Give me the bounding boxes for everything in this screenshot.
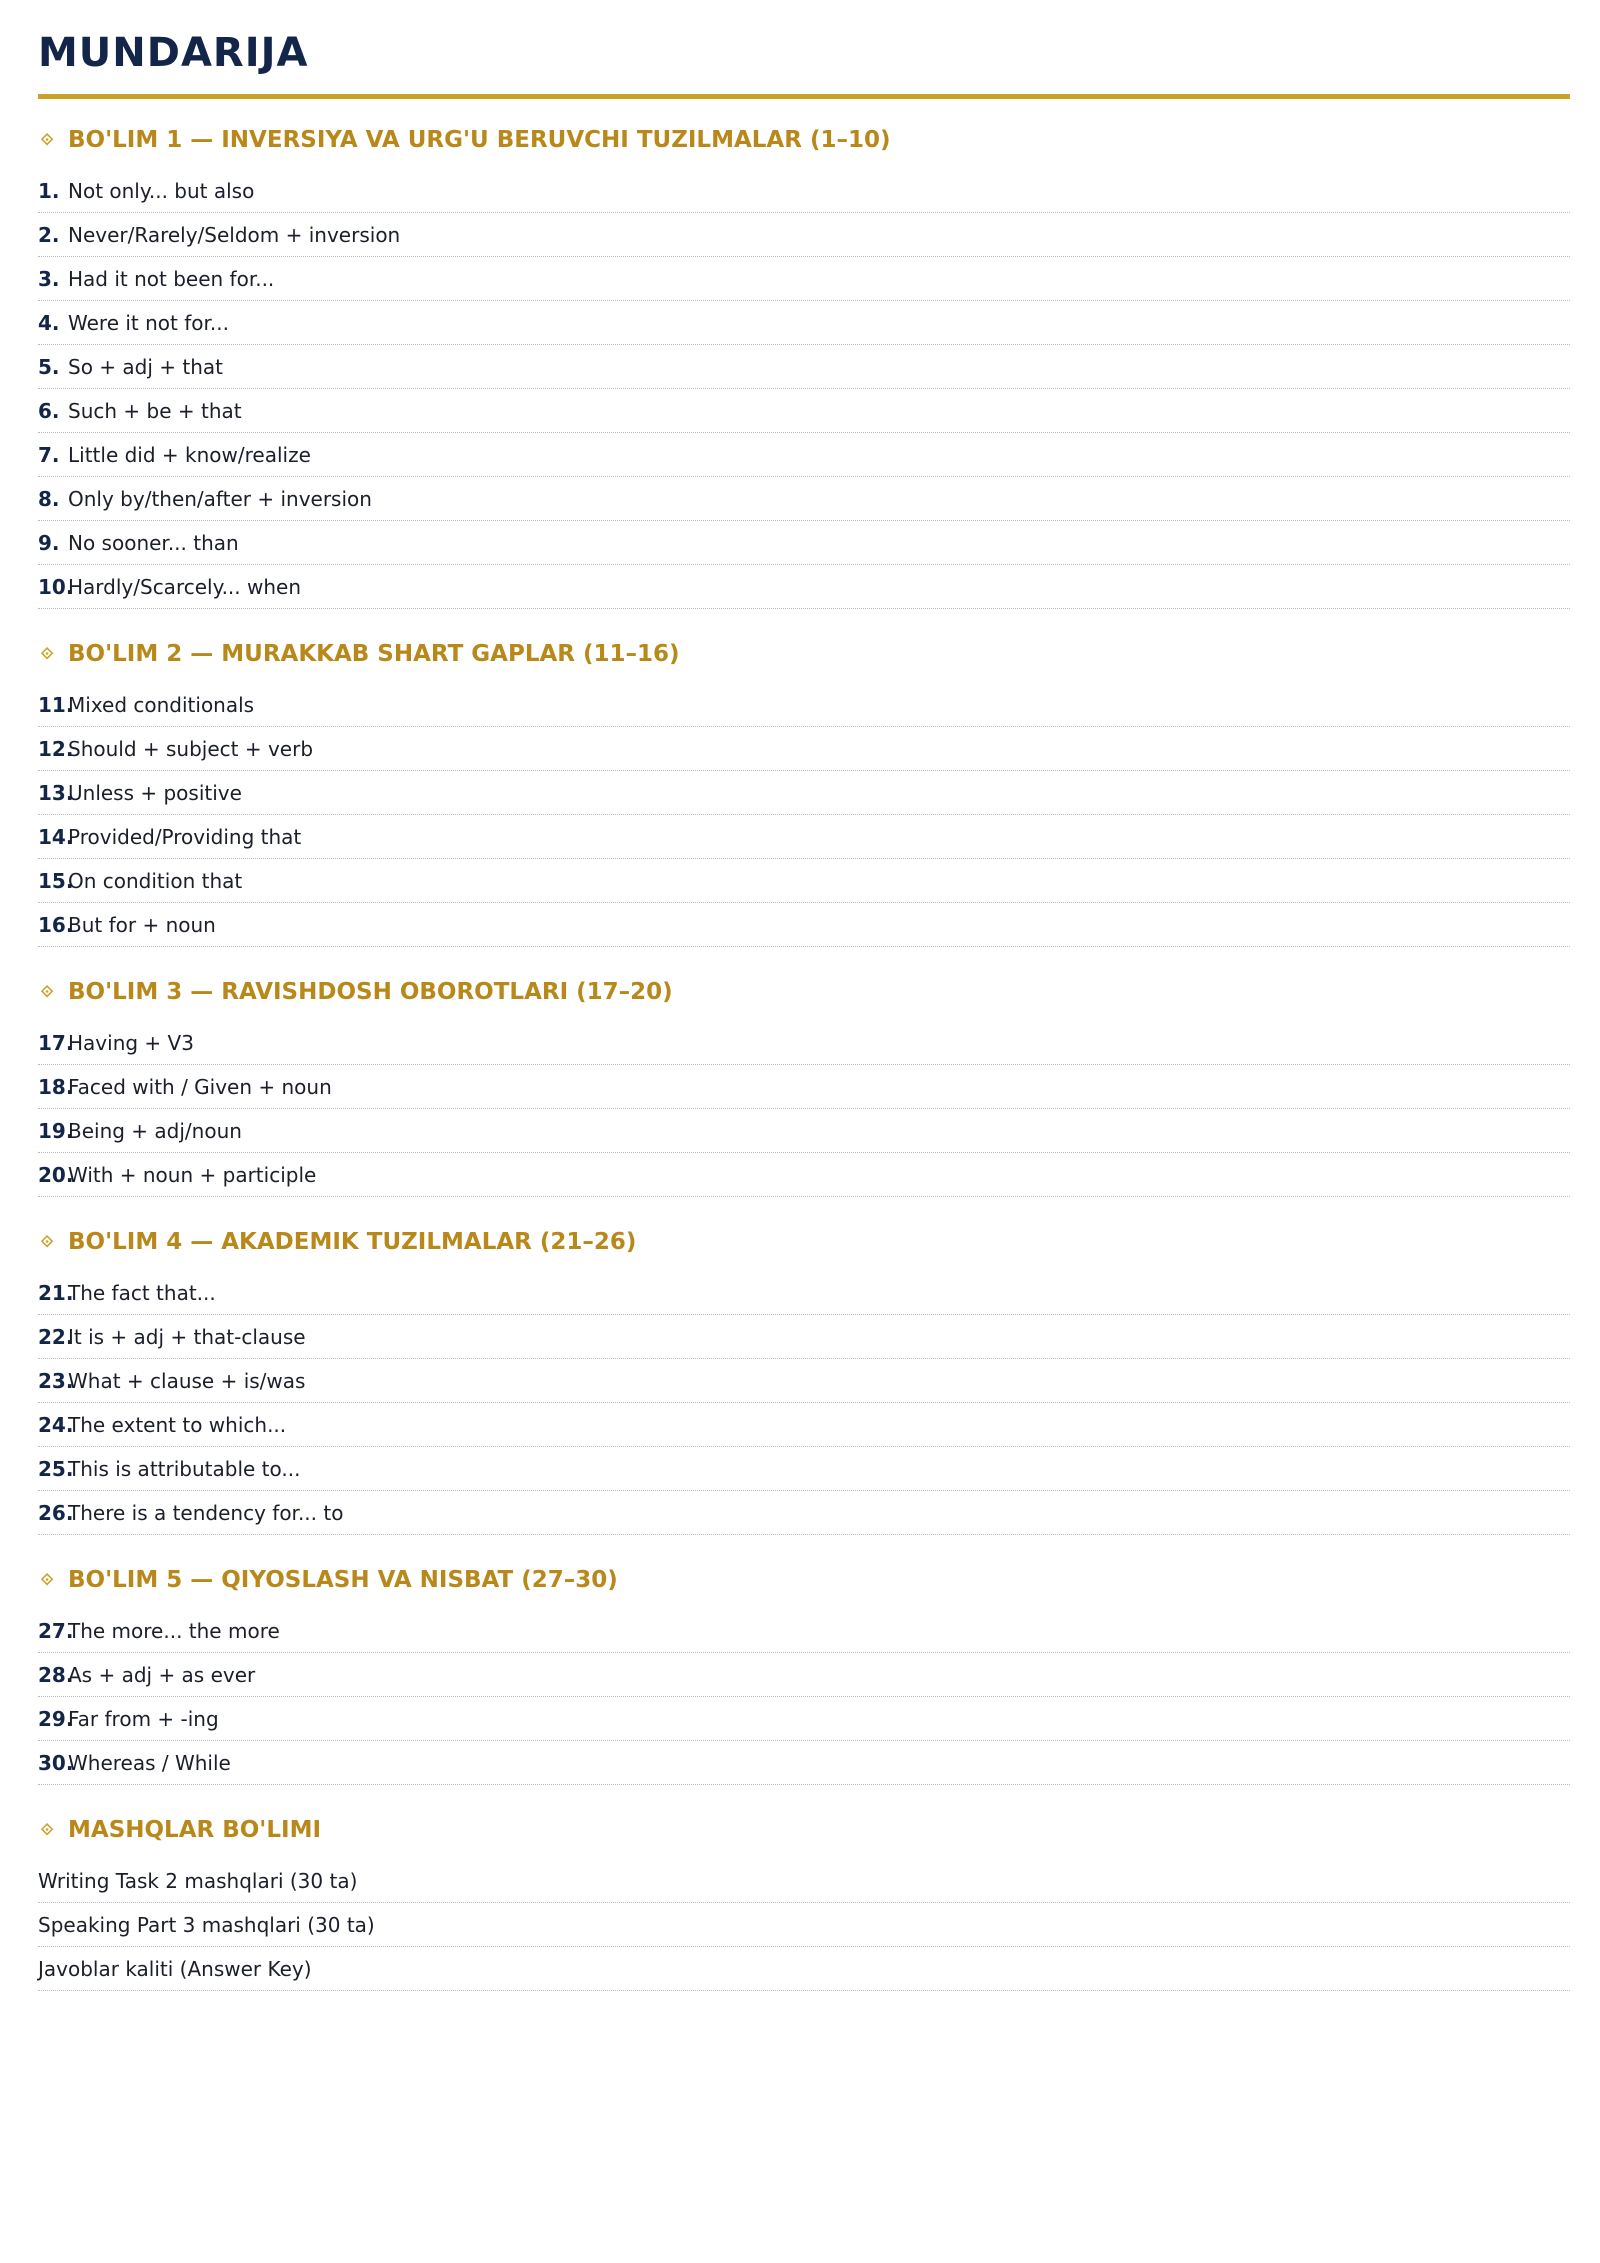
entry-title: Hardly/Scarcely... when bbox=[68, 575, 302, 599]
toc-entry[interactable] bbox=[38, 1403, 1570, 1447]
toc-entry[interactable] bbox=[38, 1109, 1570, 1153]
entry-title: Provided/Providing that bbox=[68, 825, 302, 849]
section-heading bbox=[38, 1565, 1570, 1595]
entry-number: 16. bbox=[38, 913, 74, 937]
toc-entry[interactable] bbox=[38, 727, 1570, 771]
toc-entry[interactable] bbox=[38, 1903, 1570, 1947]
entry-number: 8. bbox=[38, 487, 60, 511]
toc-entry[interactable] bbox=[38, 301, 1570, 345]
entry-title: Being + adj/noun bbox=[68, 1119, 242, 1143]
toc-entry[interactable] bbox=[38, 521, 1570, 565]
toc-entry[interactable] bbox=[38, 389, 1570, 433]
entry-number: 7. bbox=[38, 443, 60, 467]
entry-number: 6. bbox=[38, 399, 60, 423]
entry-title: Unless + positive bbox=[68, 781, 242, 805]
entry-number: 27. bbox=[38, 1619, 74, 1643]
toc-section bbox=[38, 1815, 1570, 1991]
page-title: MUNDARIJA bbox=[38, 30, 309, 76]
section-heading bbox=[38, 639, 1570, 669]
section-heading-text: BO'LIM 5 — QIYOSLASH VA NISBAT (27–30) bbox=[68, 1567, 618, 1593]
toc-entry[interactable] bbox=[38, 565, 1570, 609]
entry-number: 25. bbox=[38, 1457, 74, 1481]
toc-entry[interactable] bbox=[38, 433, 1570, 477]
toc-entry[interactable] bbox=[38, 477, 1570, 521]
entry-title: Should + subject + verb bbox=[68, 737, 314, 761]
entry-title: Whereas / While bbox=[68, 1751, 231, 1775]
toc-section bbox=[38, 977, 1570, 1197]
entry-title: On condition that bbox=[68, 869, 243, 893]
section-heading bbox=[38, 125, 1570, 155]
toc-entry[interactable] bbox=[38, 1741, 1570, 1785]
diamond-bullet-icon: ⟐ bbox=[40, 1820, 54, 1839]
section-heading-text: MASHQLAR BO'LIMI bbox=[68, 1817, 322, 1843]
entry-number: 9. bbox=[38, 531, 60, 555]
entry-title: No sooner... than bbox=[68, 531, 239, 555]
entry-title: The fact that... bbox=[68, 1281, 216, 1305]
entry-number: 23. bbox=[38, 1369, 74, 1393]
toc-entry[interactable] bbox=[38, 771, 1570, 815]
entry-number: 17. bbox=[38, 1031, 74, 1055]
section-heading bbox=[38, 977, 1570, 1007]
entry-number: 4. bbox=[38, 311, 60, 335]
entry-title: Javoblar kaliti (Answer Key) bbox=[38, 1957, 312, 1981]
entry-title: The more... the more bbox=[68, 1619, 280, 1643]
entry-title: As + adj + as ever bbox=[68, 1663, 256, 1687]
toc-entry[interactable] bbox=[38, 1491, 1570, 1535]
toc-entry[interactable] bbox=[38, 1859, 1570, 1903]
entry-title: Never/Rarely/Seldom + inversion bbox=[68, 223, 401, 247]
toc-entry[interactable] bbox=[38, 169, 1570, 213]
diamond-bullet-icon: ⟐ bbox=[40, 1232, 54, 1251]
toc-sections bbox=[38, 125, 1570, 1991]
entry-title: It is + adj + that-clause bbox=[68, 1325, 306, 1349]
toc-entry[interactable] bbox=[38, 1653, 1570, 1697]
entry-number: 11. bbox=[38, 693, 74, 717]
toc-entry[interactable] bbox=[38, 1271, 1570, 1315]
entry-number: 12. bbox=[38, 737, 74, 761]
entry-number: 18. bbox=[38, 1075, 74, 1099]
entry-number: 21. bbox=[38, 1281, 74, 1305]
toc-section bbox=[38, 1565, 1570, 1785]
toc-section bbox=[38, 1227, 1570, 1535]
entry-title: Such + be + that bbox=[68, 399, 242, 423]
toc-entry[interactable] bbox=[38, 1947, 1570, 1991]
entry-number: 24. bbox=[38, 1413, 74, 1437]
entry-number: 3. bbox=[38, 267, 60, 291]
entry-title: Had it not been for... bbox=[68, 267, 275, 291]
toc-entry[interactable] bbox=[38, 1021, 1570, 1065]
entry-title: So + adj + that bbox=[68, 355, 223, 379]
diamond-bullet-icon: ⟐ bbox=[40, 644, 54, 663]
entry-title: This is attributable to... bbox=[68, 1457, 301, 1481]
diamond-bullet-icon: ⟐ bbox=[40, 1570, 54, 1589]
toc-entry[interactable] bbox=[38, 1315, 1570, 1359]
section-heading bbox=[38, 1815, 1570, 1845]
entry-number: 10. bbox=[38, 575, 74, 599]
entry-title: Were it not for... bbox=[68, 311, 229, 335]
toc-entry[interactable] bbox=[38, 1359, 1570, 1403]
entry-title: With + noun + participle bbox=[68, 1163, 317, 1187]
toc-entry[interactable] bbox=[38, 1153, 1570, 1197]
section-heading-text: BO'LIM 4 — AKADEMIK TUZILMALAR (21–26) bbox=[68, 1229, 637, 1255]
toc-entry[interactable] bbox=[38, 815, 1570, 859]
entry-number: 19. bbox=[38, 1119, 74, 1143]
section-heading bbox=[38, 1227, 1570, 1257]
toc-entry[interactable] bbox=[38, 903, 1570, 947]
entry-number: 2. bbox=[38, 223, 60, 247]
entry-number: 5. bbox=[38, 355, 60, 379]
toc-entry[interactable] bbox=[38, 1609, 1570, 1653]
entry-number: 1. bbox=[38, 179, 60, 203]
entry-title: The extent to which... bbox=[68, 1413, 287, 1437]
entry-title: Speaking Part 3 mashqlari (30 ta) bbox=[38, 1913, 375, 1937]
title-divider bbox=[38, 94, 1570, 99]
toc-entry[interactable] bbox=[38, 1697, 1570, 1741]
entry-title: What + clause + is/was bbox=[68, 1369, 306, 1393]
entry-title: Not only... but also bbox=[68, 179, 255, 203]
toc-entry[interactable] bbox=[38, 213, 1570, 257]
toc-entry[interactable] bbox=[38, 1065, 1570, 1109]
diamond-bullet-icon: ⟐ bbox=[40, 130, 54, 149]
toc-entry[interactable] bbox=[38, 257, 1570, 301]
toc-entry[interactable] bbox=[38, 683, 1570, 727]
section-heading-text: BO'LIM 3 — RAVISHDOSH OBOROTLARI (17–20) bbox=[68, 979, 673, 1005]
section-heading-text: BO'LIM 1 — INVERSIYA VA URG'U BERUVCHI TUZILMALAR (1–10) bbox=[68, 127, 891, 153]
entry-number: 29. bbox=[38, 1707, 74, 1731]
entry-title: There is a tendency for... to bbox=[68, 1501, 344, 1525]
entry-title: Far from + -ing bbox=[68, 1707, 219, 1731]
toc-section bbox=[38, 639, 1570, 947]
toc-entry[interactable] bbox=[38, 859, 1570, 903]
entry-number: 28. bbox=[38, 1663, 74, 1687]
toc-entry[interactable] bbox=[38, 345, 1570, 389]
entry-number: 14. bbox=[38, 825, 74, 849]
entry-title: Only by/then/after + inversion bbox=[68, 487, 372, 511]
entry-title: Having + V3 bbox=[68, 1031, 194, 1055]
diamond-bullet-icon: ⟐ bbox=[40, 982, 54, 1001]
entry-number: 13. bbox=[38, 781, 74, 805]
entry-number: 30. bbox=[38, 1751, 74, 1775]
entry-number: 22. bbox=[38, 1325, 74, 1349]
entry-title: Mixed conditionals bbox=[68, 693, 255, 717]
toc-section bbox=[38, 125, 1570, 609]
entry-title: Writing Task 2 mashqlari (30 ta) bbox=[38, 1869, 358, 1893]
section-heading-text: BO'LIM 2 — MURAKKAB SHART GAPLAR (11–16) bbox=[68, 641, 680, 667]
entry-title: Faced with / Given + noun bbox=[68, 1075, 332, 1099]
entry-number: 15. bbox=[38, 869, 74, 893]
entry-number: 26. bbox=[38, 1501, 74, 1525]
toc-entry[interactable] bbox=[38, 1447, 1570, 1491]
entry-number: 20. bbox=[38, 1163, 74, 1187]
entry-title: Little did + know/realize bbox=[68, 443, 311, 467]
entry-title: But for + noun bbox=[68, 913, 216, 937]
